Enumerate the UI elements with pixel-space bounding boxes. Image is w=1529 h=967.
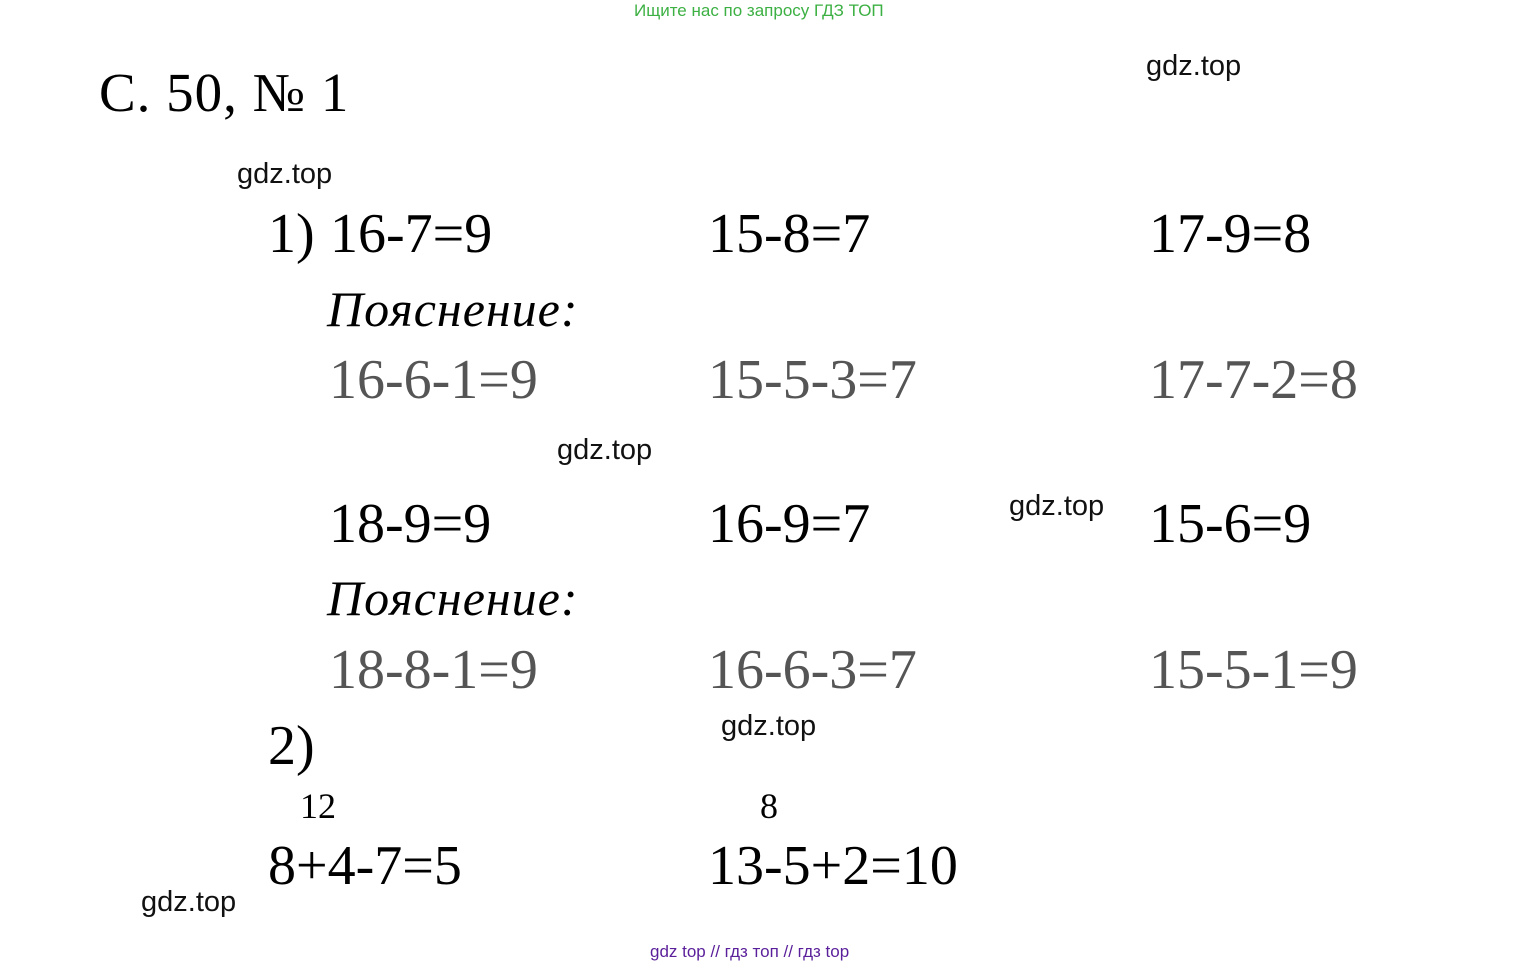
watermark: gdz.top <box>721 710 817 742</box>
watermark: gdz.top <box>237 158 333 190</box>
explanation-equation: 17-7-2=8 <box>1149 349 1358 411</box>
equation: 16-7=9 <box>330 203 493 265</box>
equation: 13-5+2=10 <box>708 835 958 897</box>
watermark: gdz.top <box>141 886 237 918</box>
explanation-equation: 16-6-1=9 <box>329 349 538 411</box>
intermediate-note: 12 <box>300 786 336 826</box>
part1-label: 1) <box>268 203 315 265</box>
watermark: gdz.top <box>1146 50 1242 82</box>
equation: 18-9=9 <box>329 493 492 555</box>
intermediate-note: 8 <box>760 786 778 826</box>
part2-label: 2) <box>268 715 315 777</box>
equation: 8+4-7=5 <box>268 835 462 897</box>
explanation-equation: 16-6-3=7 <box>708 639 917 701</box>
explanation-equation: 15-5-1=9 <box>1149 639 1358 701</box>
equation: 15-8=7 <box>708 203 871 265</box>
explanation-label: Пояснение: <box>327 281 579 337</box>
explanation-equation: 15-5-3=7 <box>708 349 917 411</box>
equation: 17-9=8 <box>1149 203 1312 265</box>
page-title: С. 50, № 1 <box>99 62 350 123</box>
explanation-label: Пояснение: <box>327 570 579 626</box>
top-banner: Ищите нас по запросу ГДЗ ТОП <box>634 1 884 20</box>
explanation-equation: 18-8-1=9 <box>329 639 538 701</box>
bottom-banner: gdz top // гдз топ // гдз top <box>650 942 850 961</box>
watermark: gdz.top <box>557 434 653 466</box>
equation: 16-9=7 <box>708 493 871 555</box>
equation: 15-6=9 <box>1149 493 1312 555</box>
watermark: gdz.top <box>1009 490 1105 522</box>
